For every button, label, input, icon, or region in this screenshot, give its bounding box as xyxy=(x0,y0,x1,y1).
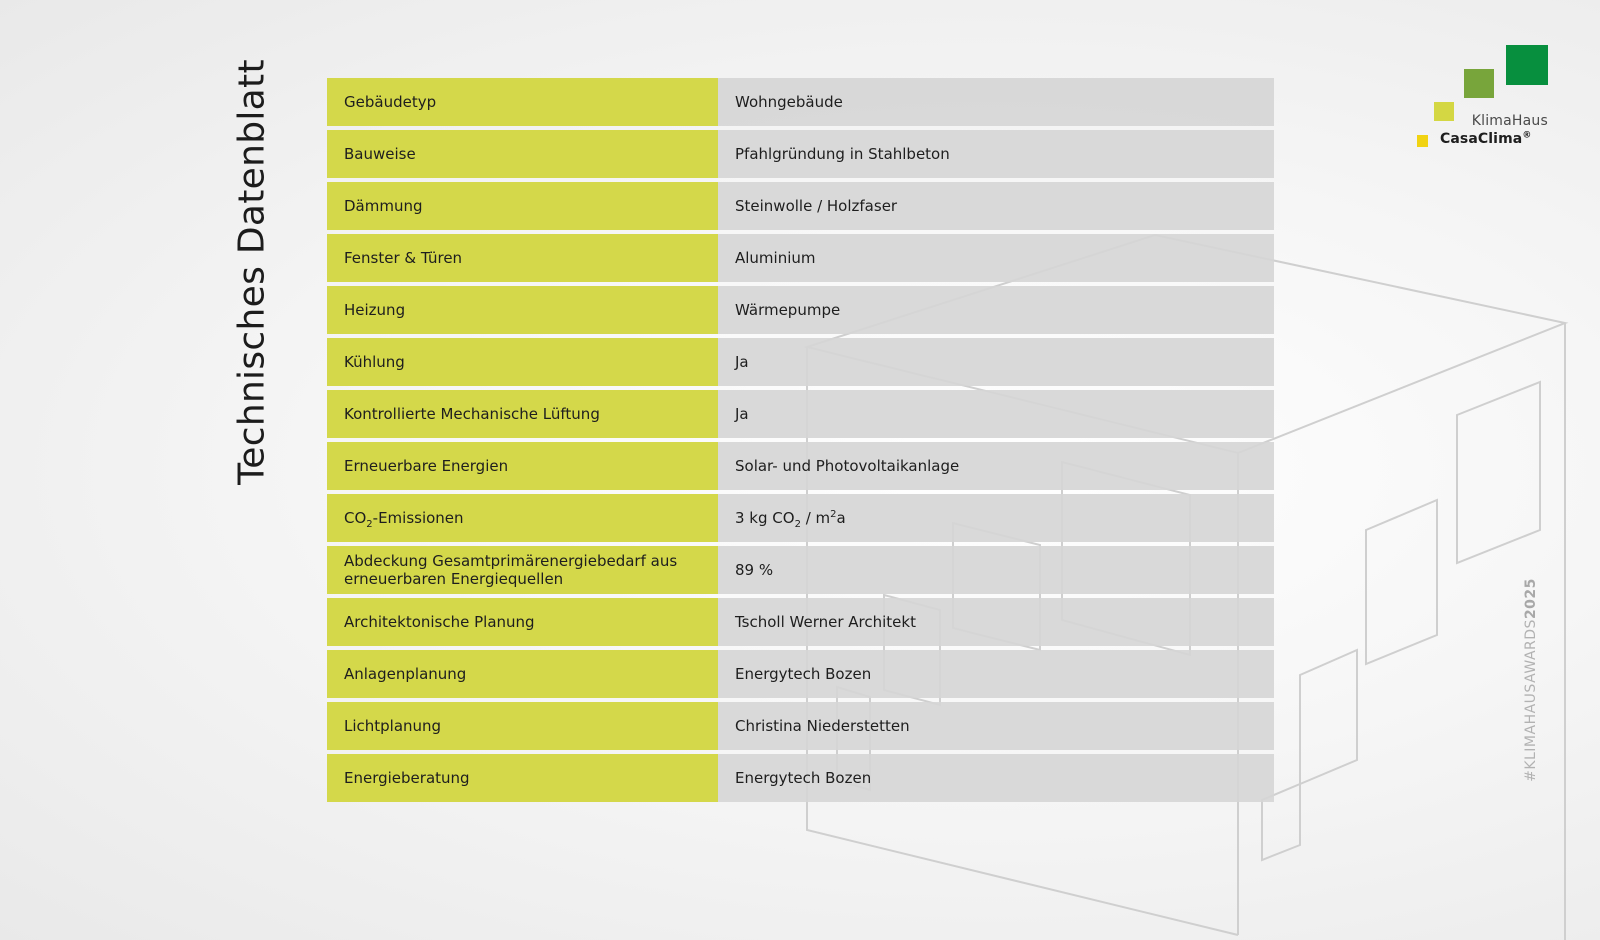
row-value: Ja xyxy=(718,390,1274,438)
row-value: Wärmepumpe xyxy=(718,286,1274,334)
row-label: Abdeckung Gesamtprimärenergiebedarf aus erneuerbaren Energiequellen xyxy=(327,546,718,594)
row-label: Energieberatung xyxy=(327,754,718,802)
logo-text-klimahaus: KlimaHaus xyxy=(1471,113,1548,129)
row-value: Tscholl Werner Architekt xyxy=(718,598,1274,646)
logo-square-olive xyxy=(1464,69,1494,98)
row-label: Anlagenplanung xyxy=(327,650,718,698)
row-value: Christina Niederstetten xyxy=(718,702,1274,750)
row-value: Energytech Bozen xyxy=(718,650,1274,698)
row-label: Dämmung xyxy=(327,182,718,230)
row-label: $CO_2$-Emissionen xyxy=(327,494,718,542)
row-value: Solar- und Photovoltaikanlage xyxy=(718,442,1274,490)
row-value: Pfahlgründung in Stahlbeton xyxy=(718,130,1274,178)
table-row xyxy=(327,286,1274,334)
row-value: Steinwolle / Holzfaser xyxy=(718,182,1274,230)
hashtag-text: #KLIMAHAUSAWARDS xyxy=(1523,619,1539,782)
row-value: Energytech Bozen xyxy=(718,754,1274,802)
table-row xyxy=(327,650,1274,698)
table-row xyxy=(327,598,1274,646)
row-value: Wohngebäude xyxy=(718,78,1274,126)
row-label: Kühlung xyxy=(327,338,718,386)
klimahaus-logo xyxy=(1410,40,1560,160)
row-value: 3 kg $CO_2 / m^2a$ xyxy=(718,494,1274,542)
row-value: 89 % xyxy=(718,546,1274,594)
table-row xyxy=(327,702,1274,750)
row-label: Gebäudetyp xyxy=(327,78,718,126)
logo-square-lime xyxy=(1434,102,1454,121)
hashtag-year: 2025 xyxy=(1523,578,1539,620)
table-row xyxy=(327,442,1274,490)
row-label: Fenster & Türen xyxy=(327,234,718,282)
table-row xyxy=(327,338,1274,386)
table-row xyxy=(327,390,1274,438)
awards-hashtag xyxy=(1523,578,1539,782)
logo-square-green xyxy=(1506,45,1548,85)
logo-text-casaclima: CasaClima® xyxy=(1440,130,1532,147)
row-label: Kontrollierte Mechanische Lüftung xyxy=(327,390,718,438)
row-label: Architektonische Planung xyxy=(327,598,718,646)
row-label: Lichtplanung xyxy=(327,702,718,750)
row-value: Ja xyxy=(718,338,1274,386)
logo-square-yellow xyxy=(1417,135,1428,147)
table-row xyxy=(327,182,1274,230)
row-label: Heizung xyxy=(327,286,718,334)
table-row xyxy=(327,130,1274,178)
table-row xyxy=(327,78,1274,126)
table-row xyxy=(327,546,1274,594)
table-row xyxy=(327,754,1274,802)
row-label: Bauweise xyxy=(327,130,718,178)
row-label: Erneuerbare Energien xyxy=(327,442,718,490)
row-value: Aluminium xyxy=(718,234,1274,282)
table-row xyxy=(327,234,1274,282)
page-title: Technisches Datenblatt xyxy=(231,59,273,485)
table-row xyxy=(327,494,1274,542)
datasheet-table xyxy=(327,78,1274,806)
